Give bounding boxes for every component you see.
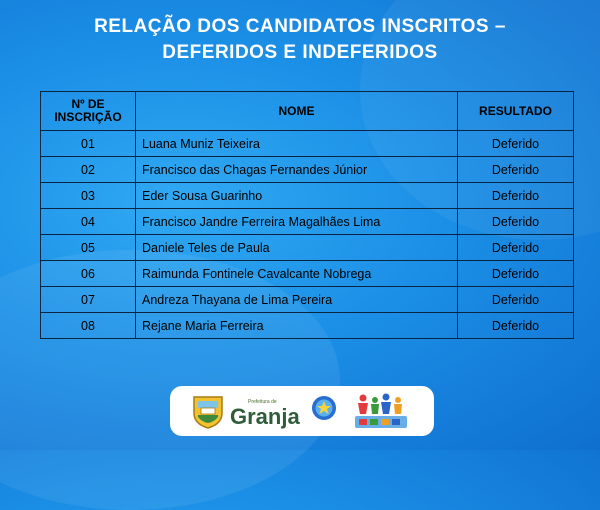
cell-result: Deferido <box>458 313 574 339</box>
brand-logo <box>230 399 310 429</box>
cell-number: 05 <box>41 235 136 261</box>
cell-name: Rejane Maria Ferreira <box>136 313 458 339</box>
cell-number: 02 <box>41 157 136 183</box>
cell-name: Daniele Teles de Paula <box>136 235 458 261</box>
header-result: RESULTADO <box>458 92 574 131</box>
cell-name: Andreza Thayana de Lima Pereira <box>136 287 458 313</box>
table-row <box>41 183 574 209</box>
table-row <box>41 261 574 287</box>
header-registration-line-2: INSCRIÇÃO <box>54 110 122 124</box>
cell-result: Deferido <box>458 157 574 183</box>
table-row <box>41 313 574 339</box>
table-row <box>41 235 574 261</box>
cell-number: 08 <box>41 313 136 339</box>
city-crest-icon <box>192 393 224 429</box>
title-line-2: DEFERIDOS E INDEFERIDOS <box>162 42 438 63</box>
cell-result: Deferido <box>458 209 574 235</box>
brand-prefix: Prefeitura de <box>248 399 277 405</box>
cell-name: Francisco das Chagas Fernandes Júnior <box>136 157 458 183</box>
table-row <box>41 157 574 183</box>
cell-number: 01 <box>41 131 136 157</box>
cell-result: Deferido <box>458 131 574 157</box>
table-row <box>41 131 574 157</box>
table-row <box>41 209 574 235</box>
cell-result: Deferido <box>458 261 574 287</box>
title-line-1: RELAÇÃO DOS CANDIDATOS INSCRITOS – <box>94 16 506 37</box>
page-title <box>0 14 600 66</box>
brand-name: Granja <box>230 404 300 429</box>
cell-number: 04 <box>41 209 136 235</box>
cell-name: Eder Sousa Guarinho <box>136 183 458 209</box>
header-name: NOME <box>136 92 458 131</box>
cell-result: Deferido <box>458 287 574 313</box>
cell-number: 06 <box>41 261 136 287</box>
cell-name: Luana Muniz Teixeira <box>136 131 458 157</box>
table-header-row <box>41 92 574 131</box>
cmdca-children-logo-icon <box>353 392 409 430</box>
cell-result: Deferido <box>458 235 574 261</box>
cell-name: Francisco Jandre Ferreira Magalhães Lima <box>136 209 458 235</box>
header-registration-line-1: Nº DE <box>71 97 105 111</box>
cell-result: Deferido <box>458 183 574 209</box>
header-registration-number <box>41 92 136 131</box>
candidates-table <box>40 91 574 339</box>
cell-number: 03 <box>41 183 136 209</box>
footer-logo-bar <box>170 386 434 436</box>
cell-name: Raimunda Fontinele Cavalcante Nobrega <box>136 261 458 287</box>
municipal-seal-icon <box>311 395 337 421</box>
table-row <box>41 287 574 313</box>
cell-number: 07 <box>41 287 136 313</box>
